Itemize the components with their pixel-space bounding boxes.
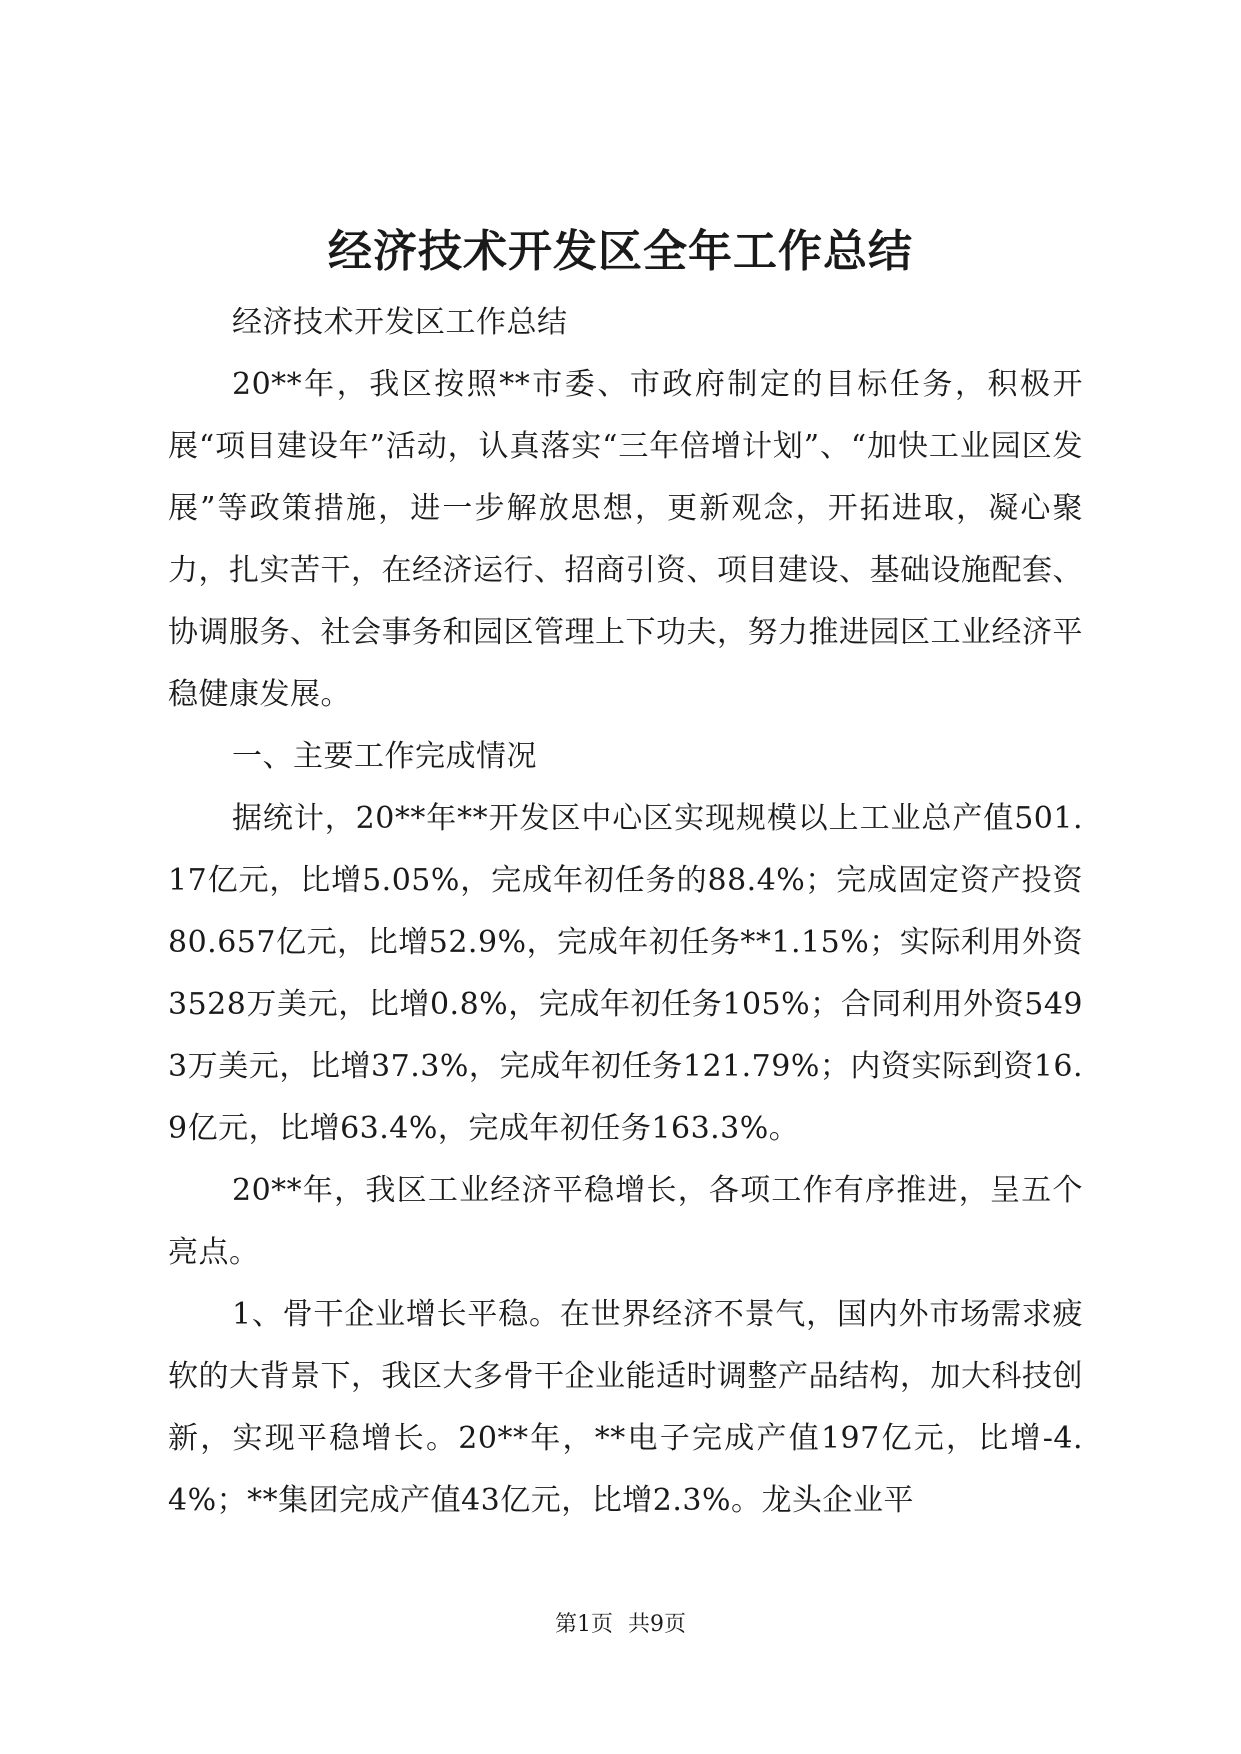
- document-title: 经济技术开发区全年工作总结: [328, 226, 913, 277]
- page-total: 共9页: [628, 1612, 686, 1637]
- subtitle-paragraph: 经济技术开发区工作总结: [232, 305, 568, 340]
- statistics-paragraph: 据统计，20**年**开发区中心区实现规模以上工业总产值501.17亿元，比增5.05%，完成年初任务的88.4%；完成固定资产投资80.657亿元，比增52.9%，完成年初任务**1.15%；实际利用外资3528万美元，比增0.8%，完成年初任务105%；合同利用外资5493万美元，比增37.3%，完成年初任务121.79%；内资实际到资16.9亿元，比增63.4%，完成年初任务163.3%。: [168, 801, 1083, 1146]
- highlights-paragraph: 20**年，我区工业经济平稳增长，各项工作有序推进，呈五个亮点。: [168, 1173, 1083, 1270]
- page-number: 第1页: [555, 1612, 613, 1637]
- section-heading: 一、主要工作完成情况: [232, 739, 537, 774]
- intro-paragraph: 20**年，我区按照**市委、市政府制定的目标任务，积极开展“项目建设年”活动，认真落实“三年倍增计划”、“加快工业园区发展”等政策措施，进一步解放思想，更新观念，开拓进取，凝心聚力，扎实苦干，在经济运行、招商引资、项目建设、基础设施配套、协调服务、社会事务和园区管理上下功夫，努力推进园区工业经济平稳健康发展。: [168, 367, 1083, 712]
- page-footer: [0, 1610, 1241, 1640]
- highlight-one-paragraph: 1、骨干企业增长平稳。在世界经济不景气，国内外市场需求疲软的大背景下，我区大多骨干企业能适时调整产品结构，加大科技创新，实现平稳增长。20**年，**电子完成产值197亿元，比增-4.4%；**集团完成产值43亿元，比增2.3%。龙头企业平: [168, 1297, 1083, 1518]
- document-body: [168, 292, 1083, 1532]
